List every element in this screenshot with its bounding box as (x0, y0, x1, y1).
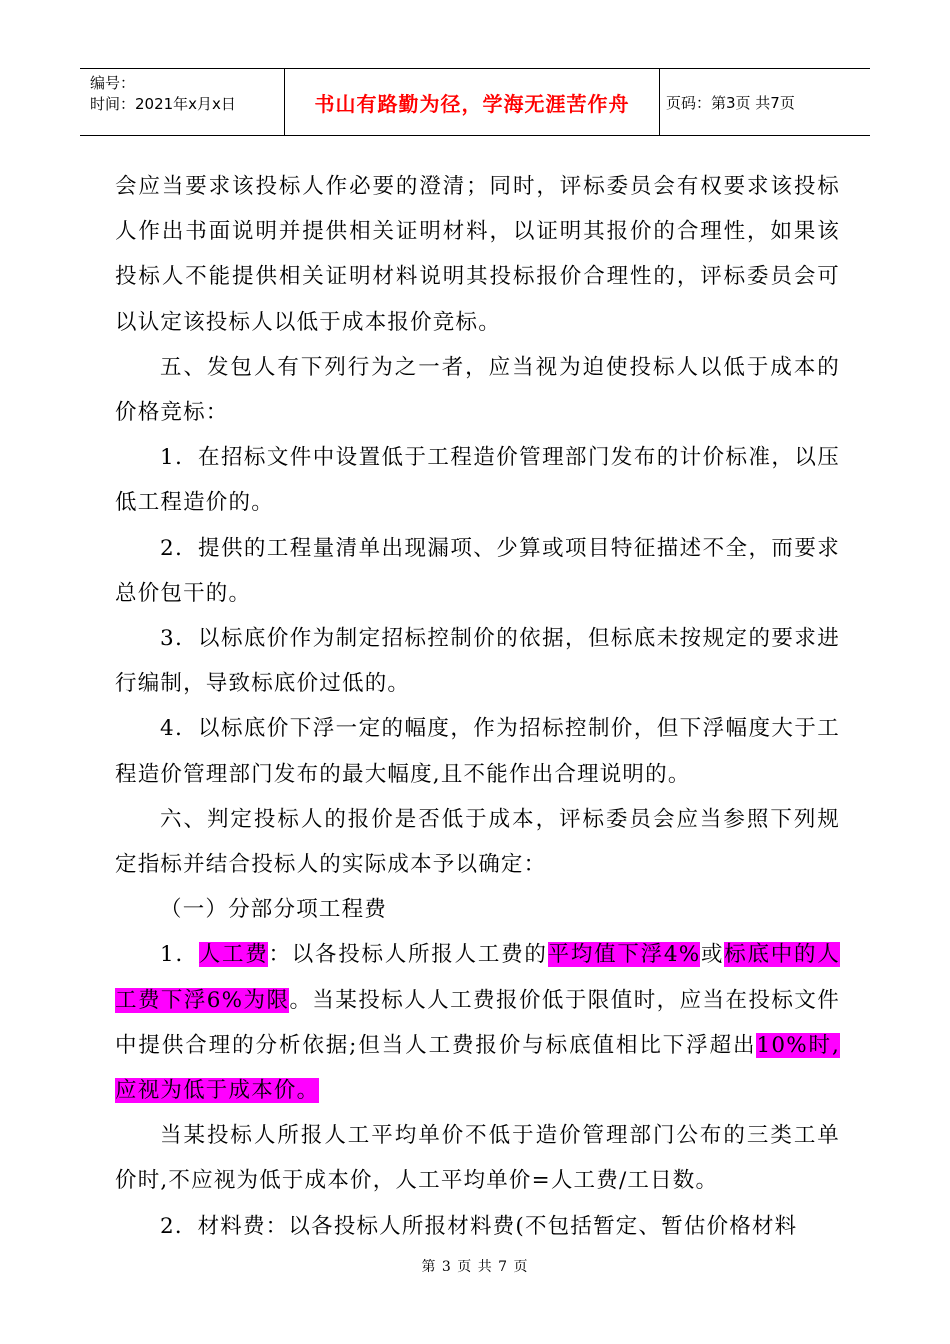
paragraph-material-cost: 2．材料费：以各投标人所报材料费(不包括暂定、暂估价格材料 (160, 1213, 798, 1239)
number-label: 编号： (90, 74, 136, 92)
paragraph-item-2: 2．提供的工程量清单出现漏项、少算或项目特征描述不全，而要求总价包干的。 (115, 535, 840, 606)
paragraph-section-six: 六、判定投标人的报价是否低于成本，评标委员会应当参照下列规定指标并结合投标人的实际成本予以确定： (115, 806, 840, 878)
page-info: 页码：第3页 共7页 (666, 93, 795, 112)
highlight-labor-cost: 人工费 (198, 942, 269, 968)
paragraph-unit-price: 当某投标人所报人工平均单价不低于造价管理部门公布的三类工单价时,不应视为低于成本价，人工平均单价=人工费/工日数。 (115, 1123, 840, 1194)
highlight-average-float: 平均值下浮4% (547, 942, 701, 968)
header-motto-cell (284, 69, 660, 135)
page-header (80, 68, 870, 136)
time-label: 时间：2021年x月x日 (90, 95, 236, 113)
item-prefix: 1． (160, 942, 199, 968)
document-body (115, 164, 840, 1249)
highlight-below-cost: 10%时,应视为低于成本价。 (115, 1032, 840, 1104)
paragraph-section-five: 五、发包人有下列行为之一者，应当视为迫使投标人以低于成本的价格竞标： (115, 354, 840, 426)
header-page-cell (660, 69, 870, 135)
labor-text-3: 。当某投标人人工费报价低于限值时，应当在投标文件中提供合理的分析依据;但当人工费报价与标底值相比下浮超出 (115, 987, 840, 1058)
highlight-base-float: 标底中的人工费下浮6%为限 (115, 942, 840, 1013)
paragraph-continuation: 会应当要求该投标人作必要的澄清；同时，评标委员会有权要求该投标人作出书面说明并提供相关证明材料，以证明其报价的合理性，如果该投标人不能提供相关证明材料说明其投标报价合理性的，评标委员会可以认定该投标人以低于成本报价竞标。 (115, 174, 840, 335)
labor-text-2: 或 (700, 942, 725, 968)
paragraph-labor-cost (115, 932, 840, 1113)
paragraph-item-4: 4．以标底价下浮一定的幅度，作为招标控制价，但下浮幅度大于工程造价管理部门发布的最大幅度,且不能作出合理说明的。 (115, 716, 840, 787)
page-footer: 第 3 页 共 7 页 (421, 1259, 529, 1275)
paragraph-item-1: 1．在招标文件中设置低于工程造价管理部门发布的计价标准，以压低工程造价的。 (115, 445, 840, 516)
subsection-heading: （一）分部分项工程费 (160, 897, 388, 923)
motto-text: 书山有路勤为径，学海无涯苦作舟 (314, 91, 630, 116)
header-meta (80, 69, 284, 135)
labor-text-1: ：以各投标人所报人工费的 (268, 942, 548, 968)
paragraph-item-3: 3．以标底价作为制定招标控制价的依据，但标底未按规定的要求进行编制，导致标底价过低的。 (115, 626, 840, 697)
